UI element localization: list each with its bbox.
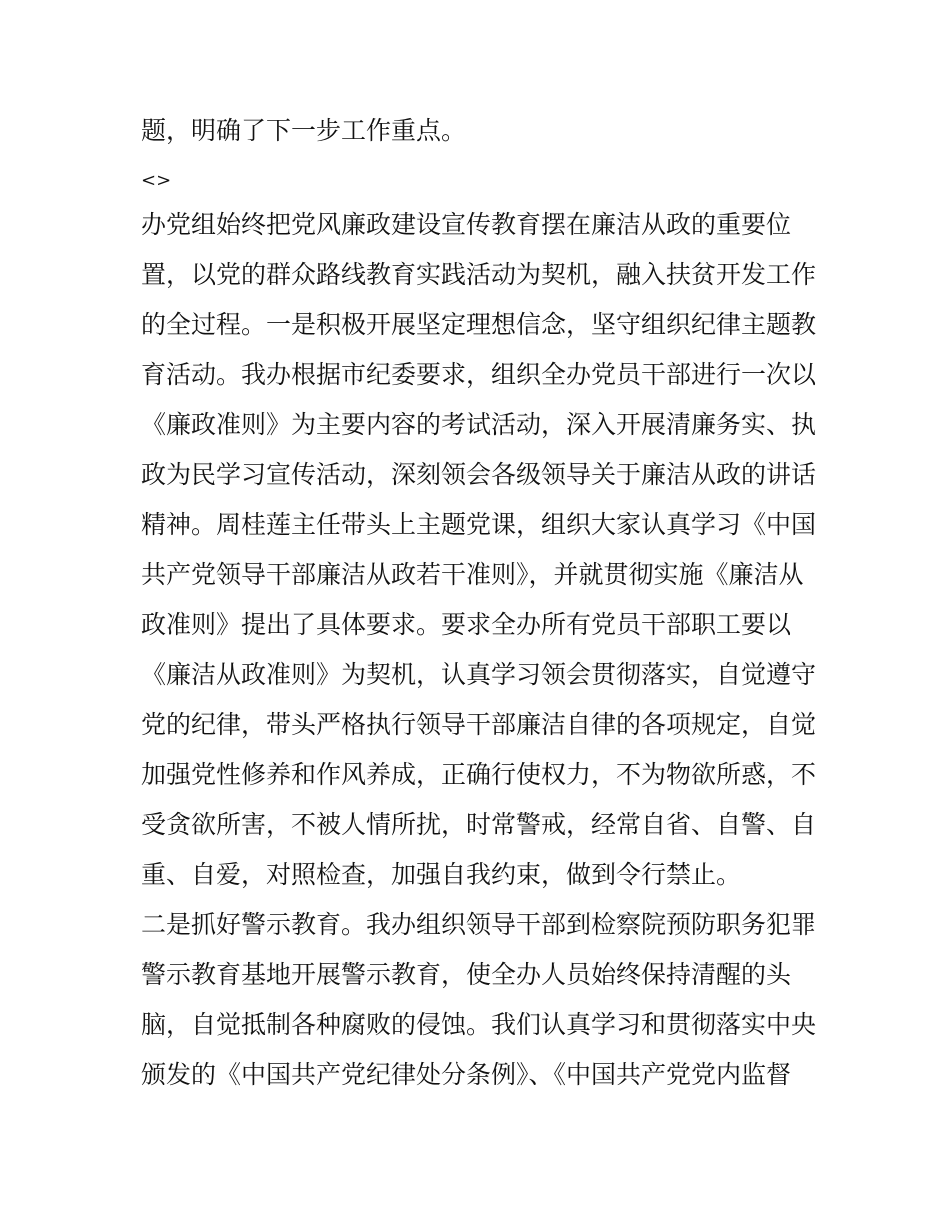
text-line: 办党组始终把党风廉政建设宣传教育摆在廉洁从政的重要位 (141, 210, 792, 239)
placeholder-symbol: <> (141, 170, 172, 191)
text-line: 置，以党的群众路线教育实践活动为契机，融入扶贫开发工作 (141, 260, 817, 289)
text-line: 的全过程。一是积极开展坚定理想信念，坚守组织纪律主题教 (141, 310, 817, 339)
text-line: 《廉政准则》为主要内容的考试活动，深入开展清廉务实、执 (141, 410, 817, 439)
text-line: 政为民学习宣传活动，深刻领会各级领导关于廉洁从政的讲话 (141, 460, 817, 489)
text-line: 受贪欲所害，不被人情所扰，时常警戒，经常自省、自警、自 (141, 810, 817, 839)
text-line: 《廉洁从政准则》为契机，认真学习领会贯彻落实，自觉遵守 (141, 660, 817, 689)
text-line: 警示教育基地开展警示教育，使全办人员始终保持清醒的头 (141, 960, 792, 989)
text-line: 共产党领导干部廉洁从政若干准则》，并就贯彻实施《廉洁从 (141, 560, 804, 589)
text-line: 题，明确了下一步工作重点。 (141, 116, 467, 145)
text-line: 脑，自觉抵制各种腐败的侵蚀。我们认真学习和贯彻落实中央 (141, 1010, 817, 1039)
text-line: 重、自爱，对照检查，加强自我约束，做到令行禁止。 (141, 860, 742, 889)
text-line: 加强党性修养和作风养成，正确行使权力，不为物欲所惑，不 (141, 760, 817, 789)
text-line: 精神。周桂莲主任带头上主题党课，组织大家认真学习《中国 (141, 510, 817, 539)
text-line: 政准则》提出了具体要求。要求全办所有党员干部职工要以 (141, 610, 792, 639)
text-line: 二是抓好警示教育。我办组织领导干部到检察院预防职务犯罪 (141, 910, 817, 939)
text-line (141, 158, 821, 198)
text-line: 颁发的《中国共产党纪律处分条例》、《中国共产党党内监督 (141, 1060, 792, 1089)
text-line: 党的纪律，带头严格执行领导干部廉洁自律的各项规定，自觉 (141, 710, 817, 739)
text-line: 育活动。我办根据市纪委要求，组织全办党员干部进行一次以 (141, 360, 817, 389)
